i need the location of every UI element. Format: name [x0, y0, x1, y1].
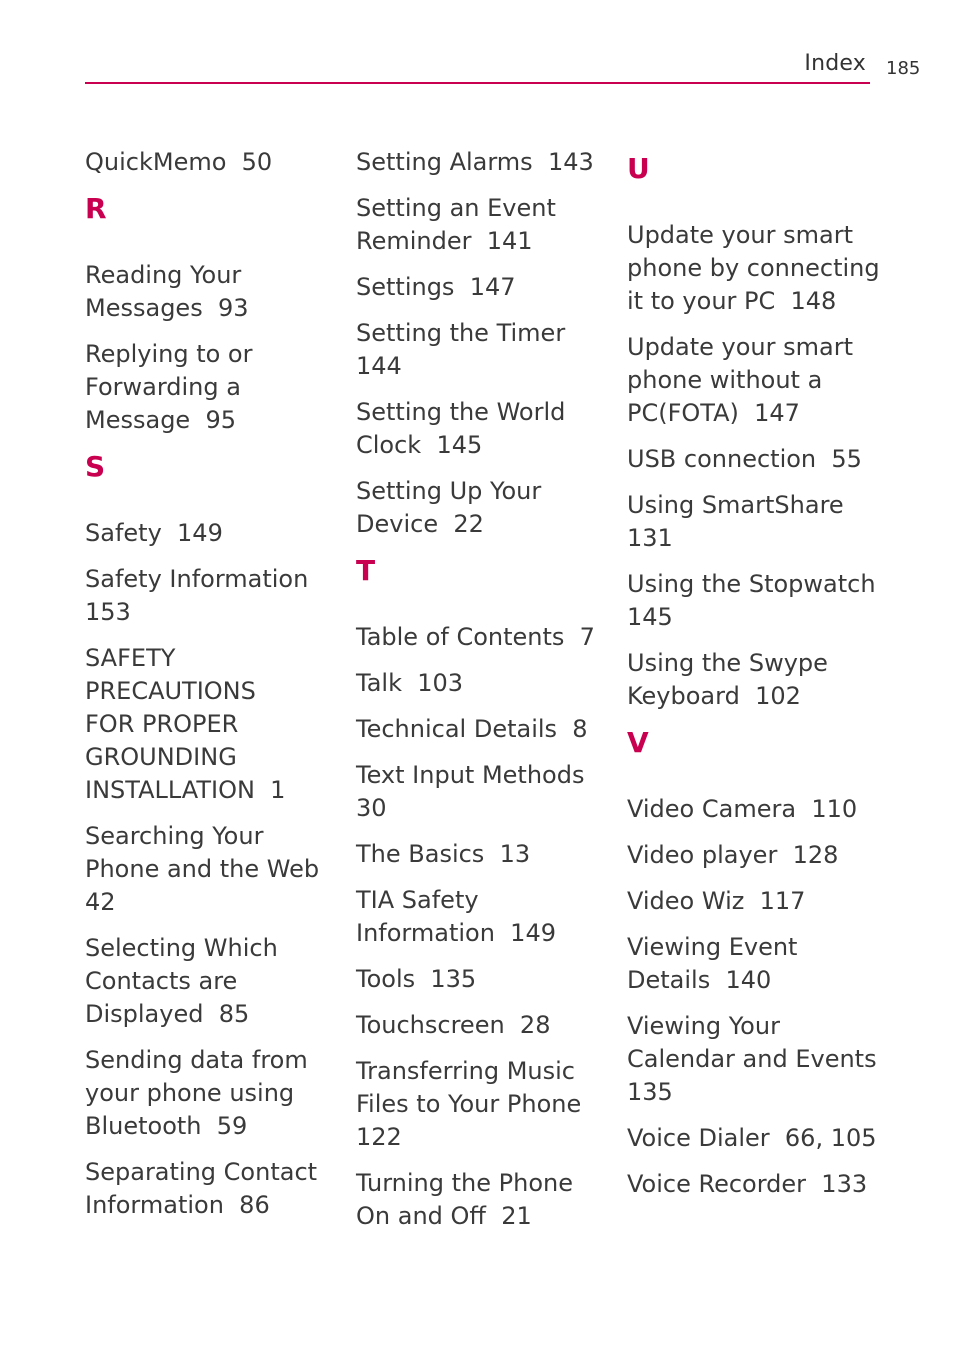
index-entry	[356, 667, 606, 700]
index-column-1	[85, 146, 335, 1235]
index-entry	[356, 1009, 606, 1042]
index-entry-line: INSTALLATION 1	[85, 776, 286, 804]
index-entry-line: your phone using	[85, 1079, 295, 1107]
index-entry-line: PRECAUTIONS	[85, 677, 256, 705]
index-entry	[627, 1122, 877, 1155]
index-entry-line: Reminder 141	[356, 227, 533, 255]
header-title: Index	[804, 51, 866, 76]
index-entry-line: GROUNDING	[85, 743, 237, 771]
index-entry-line: Using the Swype	[627, 649, 828, 677]
index-entry	[85, 259, 335, 325]
index-entry	[627, 219, 880, 318]
index-entry-line: 144	[356, 352, 402, 380]
index-entry-line: Details 140	[627, 966, 772, 994]
index-entry	[356, 621, 606, 654]
index-entry-line: Viewing Event	[627, 933, 798, 961]
index-entry-line: Technical Details 8	[356, 715, 588, 743]
index-entry-line: Using SmartShare	[627, 491, 844, 519]
index-entry-line: Messages 93	[85, 294, 249, 322]
index-entry	[627, 839, 877, 872]
index-entry-line: Text Input Methods	[356, 761, 585, 789]
index-section-letter: S	[85, 450, 106, 483]
index-entry	[356, 759, 606, 825]
index-entry	[85, 146, 335, 179]
index-entry-line: Information 86	[85, 1191, 270, 1219]
index-entry-line: Transferring Music	[356, 1057, 575, 1085]
index-entry	[627, 931, 877, 997]
index-entry-line: QuickMemo 50	[85, 148, 273, 176]
index-entry	[627, 1168, 877, 1201]
index-entry-line: Phone and the Web	[85, 855, 320, 883]
index-entry-line: Searching Your	[85, 822, 264, 850]
index-entry-line: Setting the Timer	[356, 319, 566, 347]
index-entry-line: Replying to or	[85, 340, 253, 368]
index-entry-line: Update your smart	[627, 221, 854, 249]
index-entry-line: Files to Your Phone	[356, 1090, 582, 1118]
index-entry	[356, 963, 606, 996]
index-entry-line: 122	[356, 1123, 402, 1151]
index-entry-line: Safety Information	[85, 565, 309, 593]
index-entry	[627, 885, 877, 918]
index-entry-line: Clock 145	[356, 431, 483, 459]
index-entry-line: Setting the World	[356, 398, 566, 426]
index-entry-line: Keyboard 102	[627, 682, 801, 710]
index-entry	[627, 489, 877, 555]
index-entry	[627, 1010, 877, 1109]
index-entry	[627, 647, 877, 713]
index-entry-line: TIA Safety	[356, 886, 479, 914]
index-entry-line: Viewing Your	[627, 1012, 780, 1040]
index-section-letter: R	[85, 192, 107, 225]
index-section-letter: U	[627, 152, 650, 185]
index-entry	[85, 563, 335, 629]
index-entry-line: SAFETY	[85, 644, 176, 672]
index-column-2	[356, 146, 606, 1246]
index-section-letter: T	[356, 554, 376, 587]
index-entry	[356, 475, 606, 541]
index-entry-line: Reading Your	[85, 261, 242, 289]
index-entry-line: Bluetooth 59	[85, 1112, 248, 1140]
index-entry-line: Safety 149	[85, 519, 223, 547]
index-entry-line: Voice Recorder 133	[627, 1170, 868, 1198]
index-entry	[85, 932, 335, 1031]
index-entry	[356, 317, 606, 383]
index-section-letter: V	[627, 726, 649, 759]
index-entry-line: PC(FOTA) 147	[627, 399, 800, 427]
index-entry-line: Displayed 85	[85, 1000, 250, 1028]
index-entry-line: Using the Stopwatch	[627, 570, 876, 598]
page-header	[85, 48, 870, 84]
index-entry	[85, 338, 335, 437]
index-entry-line: 135	[627, 1078, 673, 1106]
index-entry	[627, 443, 877, 476]
index-entry-line: 131	[627, 524, 673, 552]
index-entry	[85, 642, 335, 807]
index-entry-line: Video Wiz 117	[627, 887, 806, 915]
index-entry	[85, 820, 335, 919]
index-entry-line: Turning the Phone	[356, 1169, 573, 1197]
index-entry-line: Sending data from	[85, 1046, 308, 1074]
index-entry-line: Settings 147	[356, 273, 516, 301]
index-entry-line: Separating Contact	[85, 1158, 318, 1186]
index-entry-line: On and Off 21	[356, 1202, 532, 1230]
index-entry-line: it to your PC 148	[627, 287, 837, 315]
index-entry-line: phone by connecting	[627, 254, 880, 282]
index-entry-line: Video Camera 110	[627, 795, 858, 823]
index-entry-line: Setting an Event	[356, 194, 556, 222]
index-entry	[627, 793, 877, 826]
index-entry-line: Message 95	[85, 406, 236, 434]
index-entry	[356, 1167, 606, 1233]
index-entry-line: Table of Contents 7	[356, 623, 595, 651]
index-entry-line: Setting Up Your	[356, 477, 542, 505]
index-entry-line: Selecting Which	[85, 934, 278, 962]
index-entry-line: phone without a	[627, 366, 823, 394]
index-entry	[356, 884, 606, 950]
index-entry-line: Calendar and Events	[627, 1045, 877, 1073]
index-entry	[85, 1156, 335, 1222]
index-entry	[356, 271, 606, 304]
index-entry-line: 153	[85, 598, 131, 626]
index-entry	[356, 838, 606, 871]
index-entry	[356, 146, 606, 179]
index-entry-line: 145	[627, 603, 673, 631]
index-entry-line: Tools 135	[356, 965, 477, 993]
index-entry-line: Information 149	[356, 919, 556, 947]
index-entry-line: Touchscreen 28	[356, 1011, 551, 1039]
index-entry	[627, 568, 877, 634]
index-entry-line: Setting Alarms 143	[356, 148, 594, 176]
index-entry-line: Talk 103	[356, 669, 464, 697]
index-entry	[85, 1044, 335, 1143]
index-entry-line: 30	[356, 794, 387, 822]
index-entry-line: USB connection 55	[627, 445, 862, 473]
index-entry-line: Device 22	[356, 510, 484, 538]
index-entry-line: 42	[85, 888, 116, 916]
index-entry	[356, 396, 606, 462]
index-entry-line: Voice Dialer 66, 105	[627, 1124, 877, 1152]
index-entry	[356, 1055, 606, 1154]
index-entry	[356, 192, 606, 258]
index-entry-line: FOR PROPER	[85, 710, 239, 738]
index-column-3	[627, 146, 880, 1214]
index-entry	[85, 517, 335, 550]
page-number: 185	[886, 58, 921, 79]
index-entry-line: Contacts are	[85, 967, 238, 995]
index-entry-line: Video player 128	[627, 841, 839, 869]
index-entry-line: Forwarding a	[85, 373, 241, 401]
index-entry	[627, 331, 877, 430]
index-entry-line: The Basics 13	[356, 840, 531, 868]
index-entry-line: Update your smart	[627, 333, 854, 361]
index-entry	[356, 713, 606, 746]
